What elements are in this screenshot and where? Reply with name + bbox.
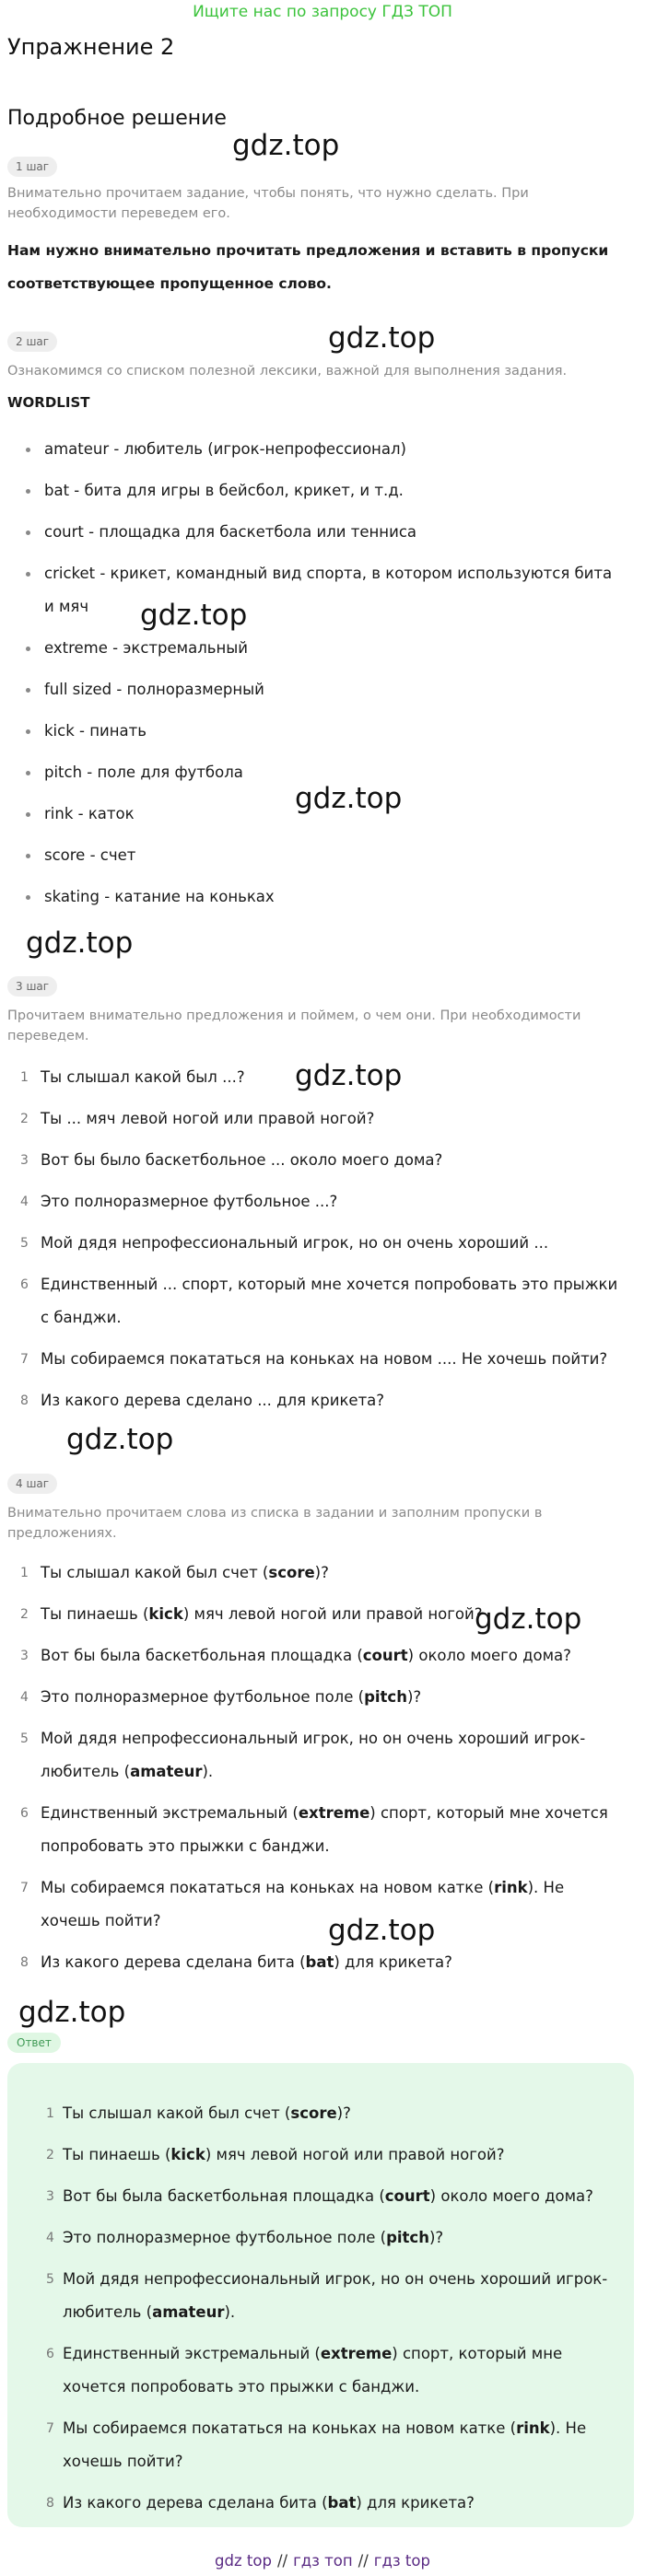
item-number: 2 [20,1607,29,1622]
filled-sentence-item: 1 Ты слышал какой был счет (score)? [0,1556,636,1590]
answer-badge: Ответ [7,2033,61,2053]
item-number: 7 [20,1881,29,1895]
sentence-item [0,1185,636,1218]
item-number: 3 [20,1153,29,1168]
item-number: 3 [20,1649,29,1663]
sentence-item [0,1102,636,1136]
answer-word: amateur [130,1763,203,1780]
wordlist-item: bat - бита для игры в бейсбол, крикет, и т.д. [0,474,636,507]
watermark: gdz.top [232,129,340,162]
sentence-item [0,1268,636,1335]
item-number: 6 [20,1806,29,1821]
item-number: 8 [46,2496,54,2511]
item-number: 1 [20,1566,29,1580]
item-number: 8 [20,1393,29,1408]
answer-word: pitch [364,1688,407,1706]
wordlist-item: rink - каток [0,798,636,831]
filled-sentence-list [0,1556,636,1987]
watermark: gdz.top [18,1996,126,2029]
step-description-3: Прочитаем внимательно предложения и поймем, о чем они. При необходимости переведем. [7,1008,581,1043]
sentence-item [0,1061,636,1094]
footer-separator: // [276,2552,288,2570]
answer-item: 5 Мой дядя непрофессиональный игрок, но он очень хороший игрок-любитель (amateur). [26,2263,625,2329]
wordlist-item: court - площадка для баскетбола или тенниса [0,516,636,549]
wordlist-item: full sized - полноразмерный [0,673,636,706]
filled-sentence-item: 2 Ты пинаешь (kick) мяч левой ногой или правой ногой? [0,1598,636,1631]
watermark: gdz.top [328,1914,436,1947]
footer-link-gdz-top[interactable]: gdz top [215,2552,272,2570]
step-badge-1: 1 шаг [7,157,57,177]
item-number: 4 [20,1195,29,1209]
sentence-item [0,1384,636,1417]
answer-item: 4 Это полноразмерное футбольное поле (pitch)? [26,2221,625,2255]
answer-word: extreme [298,1804,370,1822]
sentence-list [0,1061,636,1426]
sentence-text: Ты ... мяч левой ногой или правой ногой? [41,1110,375,1127]
footer-separator: // [358,2552,369,2570]
wordlist-item: skating - катание на коньках [0,880,636,914]
item-number: 1 [46,2106,54,2121]
filled-sentence-item: 6 Единственный экстремальный (extreme) спорт, который мне хочется попробовать это прыжки с банджи. [0,1797,636,1863]
sentence-item [0,1343,636,1376]
task-statement: Нам нужно внимательно прочитать предложения и вставить в пропуски соответствующее пропущенное слово. [7,242,609,292]
answer-item: 6 Единственный экстремальный (extreme) спорт, который мне хочется попробовать это прыжки с банджи. [26,2337,625,2404]
watermark: gdz.top [140,599,248,632]
wordlist-title: WORDLIST [7,394,90,411]
sentence-text: Мы собираемся покататься на коньках на новом .... Не хочешь пойти? [41,1350,608,1368]
answer-word: court [384,2187,430,2205]
step-badge-2: 2 шаг [7,332,57,352]
answer-box [7,2063,634,2527]
footer-link-gdz-top-mixed[interactable]: гдз top [373,2552,430,2570]
section-title: Подробное решение [7,107,227,130]
answer-word: rink [494,1879,528,1896]
sentence-item [0,1227,636,1260]
item-number: 4 [20,1690,29,1705]
filled-sentence-item: 3 Вот бы была баскетбольная площадка (court) около моего дома? [0,1639,636,1673]
item-number: 6 [20,1277,29,1292]
sentence-item [0,1144,636,1177]
answer-item: 1 Ты слышал какой был счет (score)? [26,2097,625,2130]
filled-sentence-item: 8 Из какого дерева сделана бита (bat) для крикета? [0,1946,636,1979]
sentence-text: Единственный ... спорт, который мне хочется попробовать это прыжки с банджи. [41,1276,618,1326]
item-number: 5 [20,1236,29,1251]
item-number: 4 [46,2231,54,2245]
answer-item: 2 Ты пинаешь (kick) мяч левой ногой или правой ногой? [26,2139,625,2172]
watermark: gdz.top [475,1603,582,1636]
footer-link-gdz-top-ru[interactable]: гдз топ [293,2552,353,2570]
sentence-text: Мой дядя непрофессиональный игрок, но он очень хороший ... [41,1234,549,1252]
filled-sentence-item: 4 Это полноразмерное футбольное поле (pitch)? [0,1681,636,1714]
answer-word: rink [516,2419,550,2437]
watermark: gdz.top [295,782,403,815]
item-number: 7 [20,1352,29,1367]
step-badge-3: 3 шаг [7,976,57,997]
wordlist-item: amateur - любитель (игрок-непрофессионал) [0,433,636,466]
watermark: gdz.top [295,1059,403,1092]
page-title: Упражнение 2 [7,34,175,60]
answer-word: extreme [320,2345,393,2362]
wordlist-item: extreme - экстремальный [0,632,636,665]
item-number: 3 [46,2189,54,2204]
wordlist-item: score - счет [0,839,636,872]
step-description-1: Внимательно прочитаем задание, чтобы понять, что нужно сделать. При необходимости переведем его. [7,186,529,221]
sentence-text: Вот бы было баскетбольное ... около моего дома? [41,1151,443,1169]
answer-list [26,2097,625,2528]
top-search-hint[interactable]: Ищите нас по запросу ГДЗ ТОП [193,3,452,21]
sentence-text: Ты слышал какой был ...? [41,1068,245,1086]
item-number: 7 [46,2421,54,2436]
item-number: 5 [20,1731,29,1746]
wordlist-item: pitch - поле для футбола [0,756,636,789]
answer-word: kick [170,2146,205,2163]
answer-word: amateur [152,2303,225,2321]
item-number: 8 [20,1955,29,1970]
answer-word: bat [305,1953,334,1971]
answer-word: court [362,1647,408,1664]
answer-item: 3 Вот бы была баскетбольная площадка (court) около моего дома? [26,2180,625,2213]
wordlist [0,433,636,922]
answer-word: score [268,1564,315,1581]
step-description-4: Внимательно прочитаем слова из списка в задании и заполним пропуски в предложениях. [7,1506,543,1541]
answer-word: kick [148,1605,183,1623]
answer-word: bat [327,2494,357,2512]
filled-sentence-item: 7 Мы собираемся покататься на коньках на новом катке (rink). Не хочешь пойти? [0,1871,636,1938]
wordlist-item: kick - пинать [0,715,636,748]
answer-word: pitch [386,2229,429,2246]
watermark: gdz.top [328,321,436,355]
footer-links [0,2551,645,2571]
item-number: 5 [46,2272,54,2287]
wordlist-item: cricket - крикет, командный вид спорта, в котором используются бита и мяч [0,557,636,624]
item-number: 2 [20,1112,29,1126]
answer-word: score [290,2104,337,2122]
item-number: 2 [46,2148,54,2162]
item-number: 1 [20,1070,29,1085]
answer-item: 8 Из какого дерева сделана бита (bat) для крикета? [26,2487,625,2520]
step-badge-4: 4 шаг [7,1474,57,1494]
filled-sentence-item: 5 Мой дядя непрофессиональный игрок, но он очень хороший игрок-любитель (amateur). [0,1722,636,1789]
watermark: gdz.top [66,1423,174,1456]
watermark: gdz.top [26,927,134,960]
item-number: 6 [46,2347,54,2361]
sentence-text: Это полноразмерное футбольное ...? [41,1193,338,1210]
sentence-text: Из какого дерева сделано ... для крикета? [41,1392,385,1409]
step-description-2: Ознакомимся со списком полезной лексики, важной для выполнения задания. [7,364,568,379]
answer-item: 7 Мы собираемся покататься на коньках на новом катке (rink). Не хочешь пойти? [26,2412,625,2478]
